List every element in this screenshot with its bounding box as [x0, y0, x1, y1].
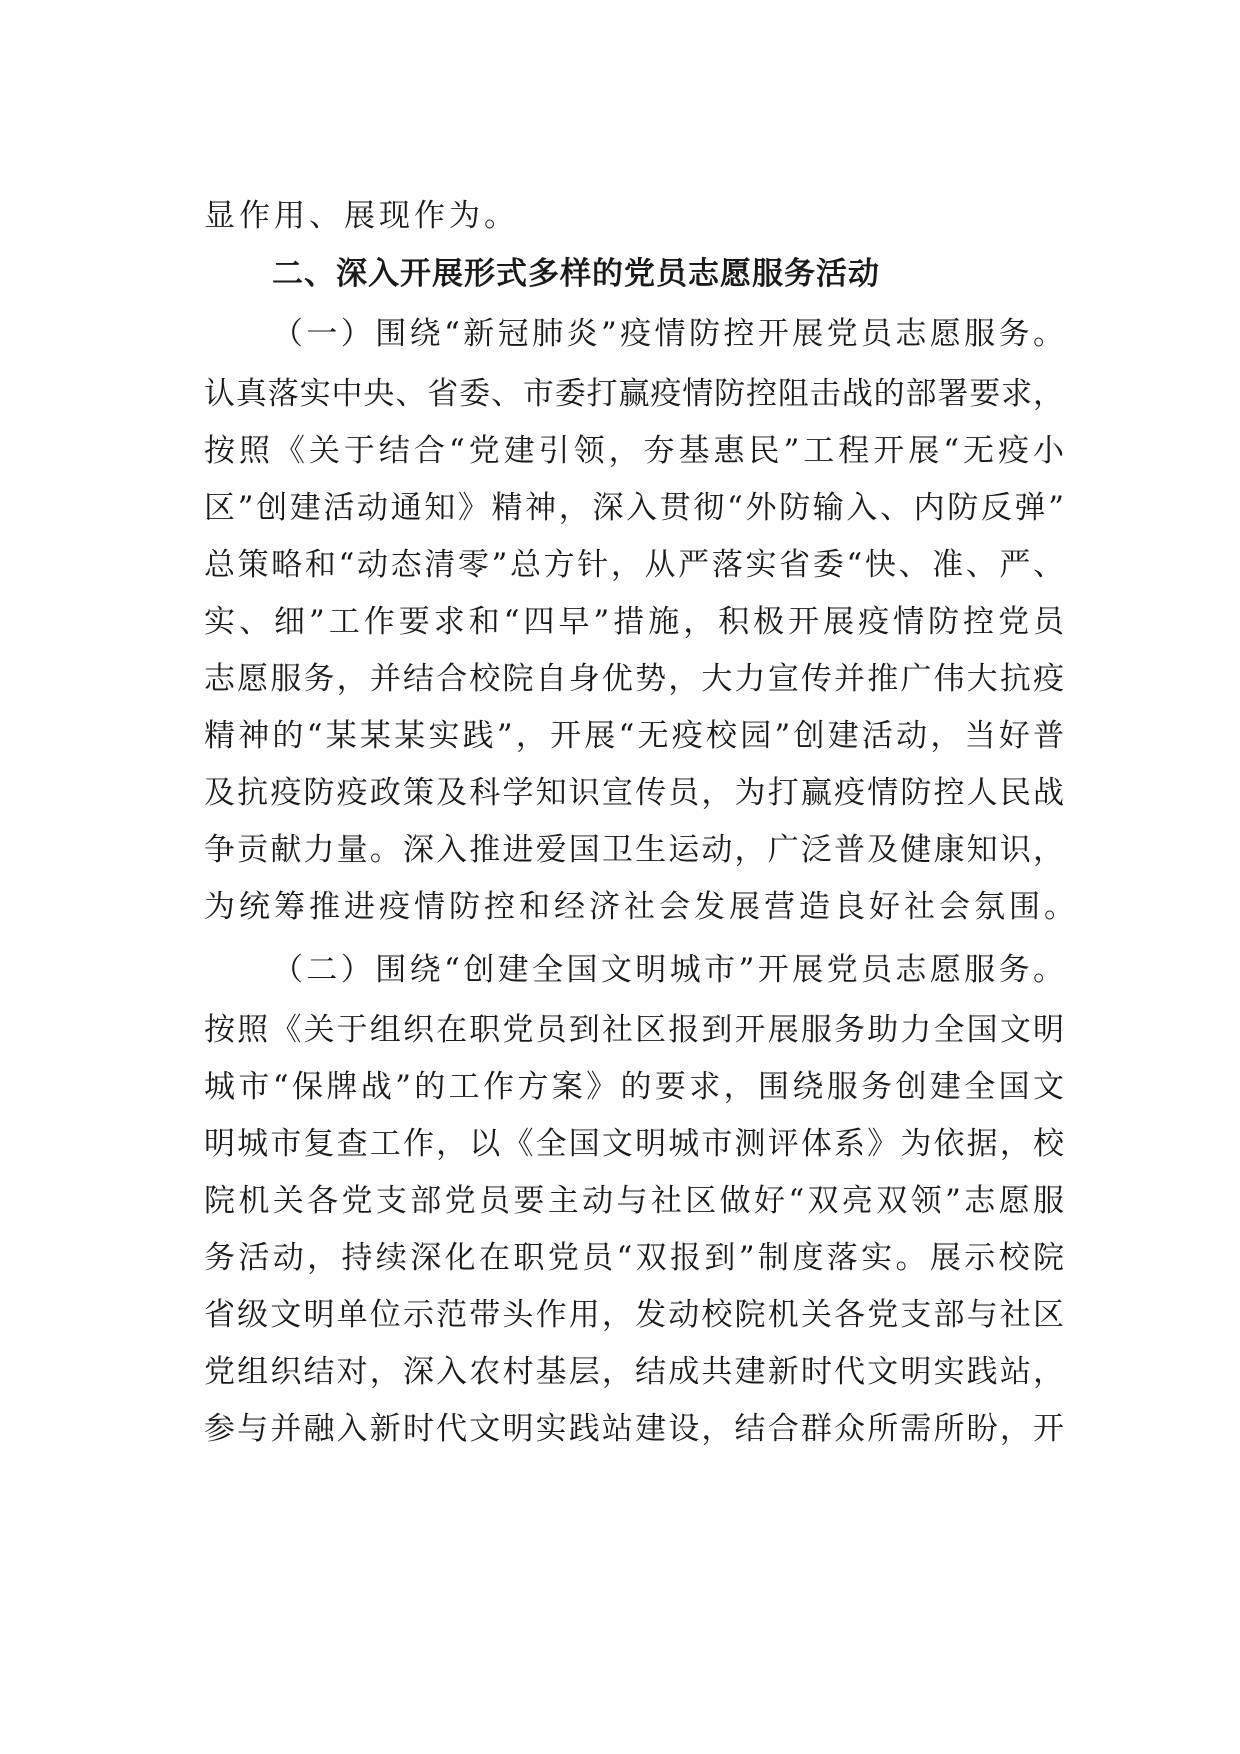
part1-title: （一）围绕“新冠肺炎”疫情防控开展党员志愿服务。 — [272, 316, 1064, 352]
carryover-line: 显作用、展现作为。 — [204, 198, 519, 234]
part1-line: 实、细”工作要求和“四早”措施，积极开展疫情防控党员 — [204, 604, 1064, 640]
part1-line: 总策略和“动态清零”总方针，从严落实省委“快、准、严、 — [204, 547, 1064, 583]
part1-line: 按照《关于结合“党建引领，夯基惠民”工程开展“无疫小 — [204, 433, 1064, 469]
part2-line: 务活动，持续深化在职党员“双报到”制度落实。展示校院 — [204, 1240, 1064, 1276]
part1-line: 及抗疫防疫政策及科学知识宣传员，为打赢疫情防控人民战 — [204, 775, 1064, 811]
section-heading: 二、深入开展形式多样的党员志愿服务活动 — [272, 256, 880, 292]
part1-line: 精神的“某某某实践”，开展“无疫校园”创建活动，当好普 — [204, 718, 1064, 754]
part2-line: 参与并融入新时代文明实践站建设，结合群众所需所盼，开 — [204, 1411, 1064, 1447]
part2-line: 按照《关于组织在职党员到社区报到开展服务助力全国文明 — [204, 1012, 1064, 1048]
part2-line: 党组织结对，深入农村基层，结成共建新时代文明实践站， — [204, 1354, 1064, 1390]
part2-line: 明城市复查工作，以《全国文明城市测评体系》为依据，校 — [204, 1126, 1064, 1162]
part1-line: 志愿服务，并结合校院自身优势，大力宣传并推广伟大抗疫 — [204, 661, 1064, 697]
part1-line: 争贡献力量。深入推进爱国卫生运动，广泛普及健康知识， — [204, 832, 1064, 868]
part1-line: 为统筹推进疫情防控和经济社会发展营造良好社会氛围。 — [204, 889, 1079, 925]
part2-line: 城市“保牌战”的工作方案》的要求，围绕服务创建全国文 — [204, 1069, 1064, 1105]
part1-line: 区”创建活动通知》精神，深入贯彻“外防输入、内防反弹” — [204, 490, 1064, 526]
part2-title: （二）围绕“创建全国文明城市”开展党员志愿服务。 — [272, 952, 1064, 988]
part2-line: 省级文明单位示范带头作用，发动校院机关各党支部与社区 — [204, 1297, 1064, 1333]
part2-line: 院机关各党支部党员要主动与社区做好“双亮双领”志愿服 — [204, 1183, 1064, 1219]
part1-line: 认真落实中央、省委、市委打赢疫情防控阻击战的部署要求， — [204, 376, 1064, 412]
